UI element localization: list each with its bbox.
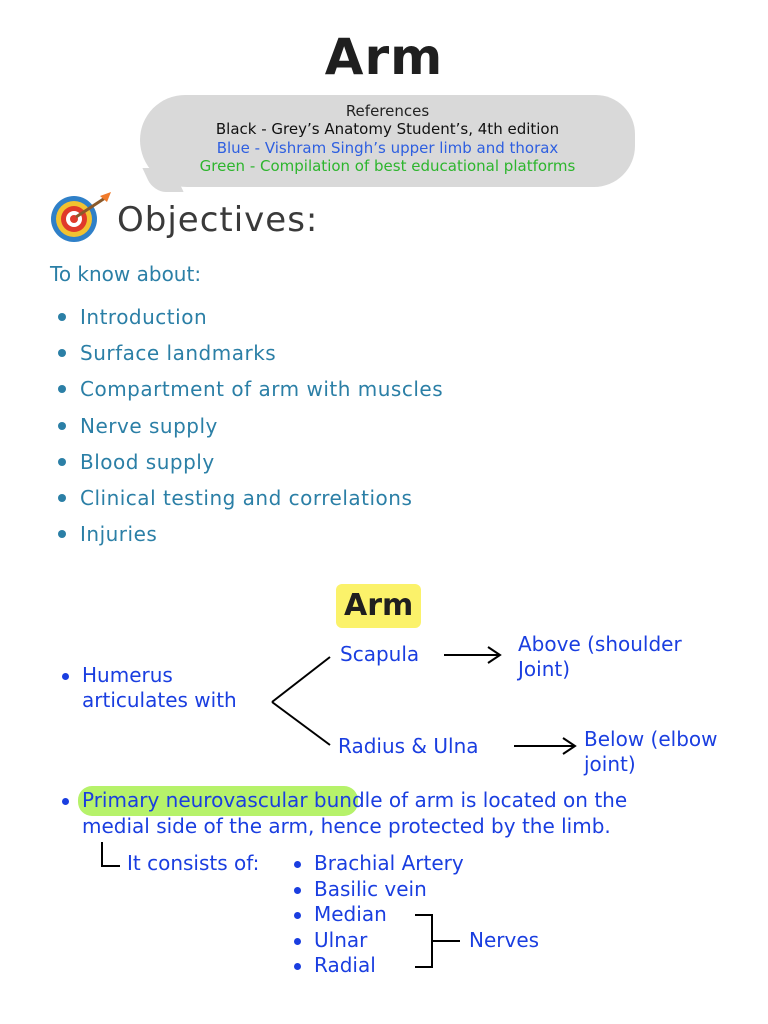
section-heading: Arm [336,584,421,628]
objective-label: Surface landmarks [80,341,277,365]
neurovascular-sentence [82,788,627,813]
bullet-icon [294,963,301,970]
content-item: Radial [314,953,376,977]
above-label-2: Joint) [518,657,571,681]
consists-of-label: It consists of: [127,851,260,875]
content-item: Median [314,902,387,926]
below-label: Below (elbow [584,727,718,751]
objective-label: Nerve supply [80,414,218,438]
page-title: Arm [324,28,444,86]
bullet-icon [294,887,301,894]
objective-label: Compartment of arm with muscles [80,377,444,401]
scapula-label: Scapula [340,642,420,666]
bullet-icon [62,798,69,805]
content-item: Brachial Artery [314,851,464,875]
references-heading: References [345,102,430,120]
bullet-icon [294,912,301,919]
content-item: Ulnar [314,928,368,952]
below-label-2: joint) [584,752,636,776]
reference-blue: Blue - Vishram Singh’s upper limb and thorax [216,139,559,157]
bullet-icon [294,938,301,945]
nerves-label: Nerves [469,928,540,952]
reference-black: Black - Grey’s Anatomy Student’s, 4th edition [215,120,560,138]
objective-label: Introduction [80,305,208,329]
objective-label: Clinical testing and correlations [80,486,413,510]
objective-label: Blood supply [80,450,215,474]
neurovascular-rest-text: bundle of arm is located on the [307,788,628,812]
bullet-icon [294,861,301,868]
above-label: Above (shoulder [518,632,682,656]
radius-ulna-label: Radius & Ulna [338,734,479,758]
content-item: Basilic vein [314,877,427,901]
articulates-label: articulates with [82,688,237,712]
neurovascular-highlight-text: Primary neurovascular [82,788,308,812]
neurovascular-line-2: medial side of the arm, hence protected by the limb. [82,814,611,838]
objectives-title: Objectives: [117,200,319,240]
humerus-label: Humerus [82,663,173,687]
reference-green: Green - Compilation of best educational platforms [199,157,576,175]
objectives-intro: To know about: [50,262,202,286]
bullet-icon [62,673,69,680]
objective-label: Injuries [80,522,158,546]
